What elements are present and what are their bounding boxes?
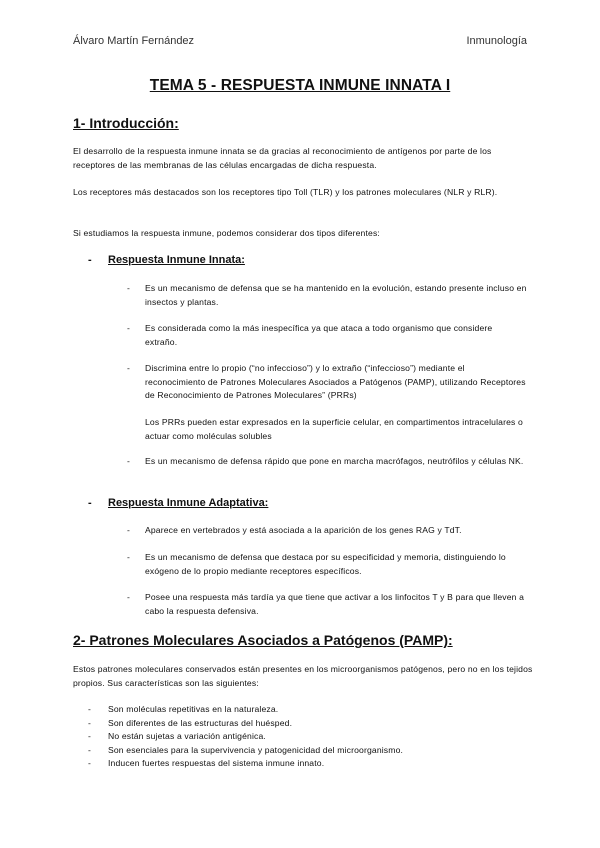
adaptive-bullet-2	[127, 551, 527, 578]
bullet-dash: -	[88, 744, 92, 755]
bullet-dash: -	[88, 758, 92, 768]
adaptive-response-title: Respuesta Inmune Adaptativa:	[108, 497, 269, 509]
innate-bullet-2-text: Es considerada como la más inespecífica ya que ataca a todo organismo que considere extraño.	[145, 323, 493, 347]
header-subject: Inmunología	[466, 35, 527, 47]
list-item-text: Son esenciales para la supervivencia y patogenicidad del microorganismo.	[108, 744, 404, 755]
prr-note: Los PRRs pueden estar expresados en la superficie celular, en compartimentos intracelulares o actuar como moléculas solubles	[145, 417, 523, 441]
adaptive-bullet-3-text: Posee una respuesta más tardía ya que tiene que activar a los linfocitos T y B para que lleven a cabo la respuesta defensiva.	[145, 592, 525, 616]
adaptive-bullet-3	[127, 591, 527, 618]
intro-paragraph-3: Si estudiamos la respuesta inmune, podemos considerar dos tipos diferentes:	[73, 228, 380, 238]
innate-bullet-4	[127, 455, 527, 469]
bullet-dash: -	[88, 497, 92, 509]
bullet-dash: -	[88, 717, 92, 728]
intro-paragraph-2: Los receptores más destacados son los receptores tipo Toll (TLR) y los patrones moleculares (NLR y RLR).	[73, 187, 498, 197]
innate-bullet-1-text: Es un mecanismo de defensa que se ha mantenido en la evolución, estando presente incluso en insectos y plantas.	[145, 283, 527, 307]
bullet-dash: -	[127, 283, 131, 293]
adaptive-response-heading	[88, 497, 268, 509]
innate-bullet-3-text: Discrimina entre lo propio (“no infeccioso”) y lo extraño (“infeccioso”) mediante el reconocimiento de Patrones Moleculares Asociados a Patógenos (PAMP), utilizando Receptores de Reconocimiento de Patrones Moleculares” (PRRs)	[145, 363, 526, 400]
bullet-dash: -	[88, 731, 92, 741]
list-item-text: Inducen fuertes respuestas del sistema inmune innato.	[108, 758, 325, 768]
bullet-dash: -	[88, 704, 92, 714]
adaptive-bullet-2-text: Es un mecanismo de defensa que destaca por su especificidad y memoria, distinguiendo lo exógeno de lo propio mediante receptores específicos.	[145, 552, 506, 576]
innate-bullet-3	[127, 362, 527, 403]
section-2-heading: 2- Patrones Moleculares Asociados a Patógenos (PAMP):	[73, 632, 453, 648]
list-item-text: No están sujetas a variación antigénica.	[108, 731, 266, 741]
adaptive-bullet-1	[127, 524, 527, 538]
innate-response-heading	[88, 254, 245, 266]
page-title: TEMA 5 - RESPUESTA INMUNE INNATA I	[149, 77, 451, 94]
list-item-text: Son moléculas repetitivas en la naturaleza.	[108, 704, 279, 714]
bullet-dash: -	[127, 592, 131, 602]
pamp-paragraph: Estos patrones moleculares conservados están presentes en los microorganismos patógenos, pero no en los tejidos propios. Sus características son las siguientes:	[73, 664, 533, 688]
innate-bullet-4-text: Es un mecanismo de defensa rápido que pone en marcha macrófagos, neutrófilos y células NK.	[145, 456, 524, 466]
bullet-dash: -	[127, 323, 131, 333]
bullet-dash: -	[88, 254, 92, 266]
bullet-dash: -	[127, 456, 131, 466]
bullet-dash: -	[127, 363, 131, 373]
adaptive-bullet-1-text: Aparece en vertebrados y está asociada a la aparición de los genes RAG y TdT.	[145, 525, 462, 535]
innate-bullet-1	[127, 282, 527, 309]
intro-paragraph-1: El desarrollo de la respuesta inmune innata se da gracias al reconocimiento de antígenos por parte de los receptores de las membranas de las células encargadas de dicha respuesta.	[73, 146, 492, 170]
innate-bullet-2	[127, 322, 527, 349]
innate-response-title: Respuesta Inmune Innata:	[108, 254, 245, 266]
header-author: Álvaro Martín Fernández	[73, 35, 195, 47]
bullet-dash: -	[127, 525, 131, 535]
list-item-text: Son diferentes de las estructuras del huésped.	[108, 717, 293, 728]
section-1-heading: 1- Introducción:	[73, 115, 179, 131]
bullet-dash: -	[127, 552, 131, 562]
